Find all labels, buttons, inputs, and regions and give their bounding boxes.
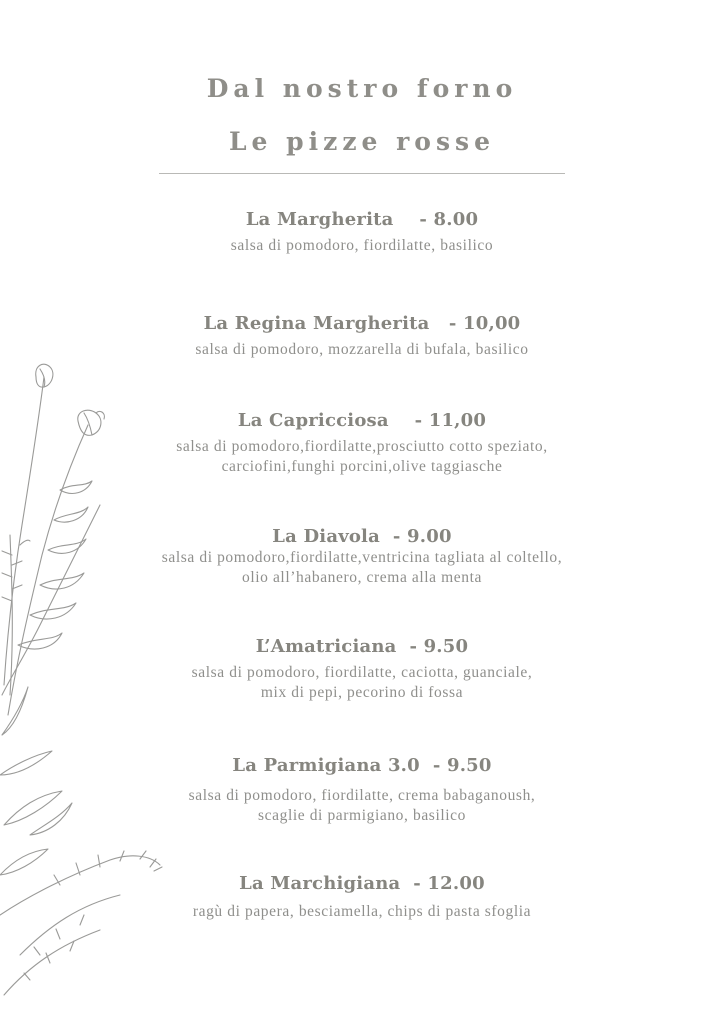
menu-item-description-line: scaglie di parmigiano, basilico <box>258 807 466 824</box>
menu-item-price: - 8.00 <box>419 209 479 230</box>
menu-item-name: La Regina Margherita <box>203 313 430 334</box>
menu-item-title <box>0 873 724 894</box>
menu-item-description: ragù di papera, besciamella, chips di pasta sfoglia <box>192 903 532 920</box>
menu-item-price: - 9.00 <box>392 526 452 547</box>
menu-item-price: - 9.50 <box>432 755 492 776</box>
menu-item <box>0 755 724 826</box>
menu-item-description-line: mix di pepi, pecorino di fossa <box>260 684 464 701</box>
menu-item-name: L’Amatriciana <box>255 636 397 657</box>
menu-item-description-line: salsa di pomodoro, fiordilatte, caciotta, guanciale, <box>191 664 533 681</box>
menu-item-description-line: salsa di pomodoro, fiordilatte, crema babaganoush, <box>188 787 536 804</box>
menu-item-name: La Diavola <box>272 526 380 547</box>
menu-item-name: La Margherita <box>245 209 394 230</box>
menu-item-price: - 12.00 <box>413 873 485 894</box>
menu-item-description-line: carciofini,funghi porcini,olive taggiasche <box>221 458 503 475</box>
menu-item-description-line: salsa di pomodoro,fiordilatte,prosciutto cotto speziato, <box>176 438 548 455</box>
menu-item-description-line: salsa di pomodoro,fiordilatte,ventricina tagliata al coltello, <box>161 549 563 566</box>
menu-item-description: salsa di pomodoro, fiordilatte, basilico <box>230 237 494 254</box>
header-divider <box>159 173 565 174</box>
menu-item-name: La Capricciosa <box>237 410 389 431</box>
menu-item <box>0 209 724 256</box>
menu-item-title <box>0 526 724 547</box>
menu-item-title <box>0 313 724 334</box>
menu-item <box>0 313 724 360</box>
menu-item-description <box>0 663 724 703</box>
menu-item-description-line: olio all’habanero, crema alla menta <box>241 569 483 586</box>
menu-item <box>0 636 724 703</box>
menu-item-description: salsa di pomodoro, mozzarella di bufala, basilico <box>195 341 529 358</box>
menu-item-price: - 9.50 <box>409 636 469 657</box>
menu-item-title <box>0 410 724 431</box>
menu-item <box>0 526 724 588</box>
menu-item-description <box>0 437 724 477</box>
menu-item-name: La Parmigiana 3.0 <box>232 755 420 776</box>
menu-subheading: Le pizze rosse <box>228 127 496 156</box>
menu-item-title <box>0 209 724 230</box>
menu-item-title <box>0 755 724 776</box>
menu-item-description <box>0 786 724 826</box>
menu-item-description <box>0 548 724 588</box>
menu-item-price: - 10,00 <box>448 313 521 334</box>
menu-item-title <box>0 636 724 657</box>
menu-heading: Dal nostro forno <box>206 74 518 103</box>
menu-item-name: La Marchigiana <box>239 873 401 894</box>
menu-item <box>0 410 724 477</box>
menu-item <box>0 873 724 922</box>
menu-item-price: - 11,00 <box>414 410 487 431</box>
